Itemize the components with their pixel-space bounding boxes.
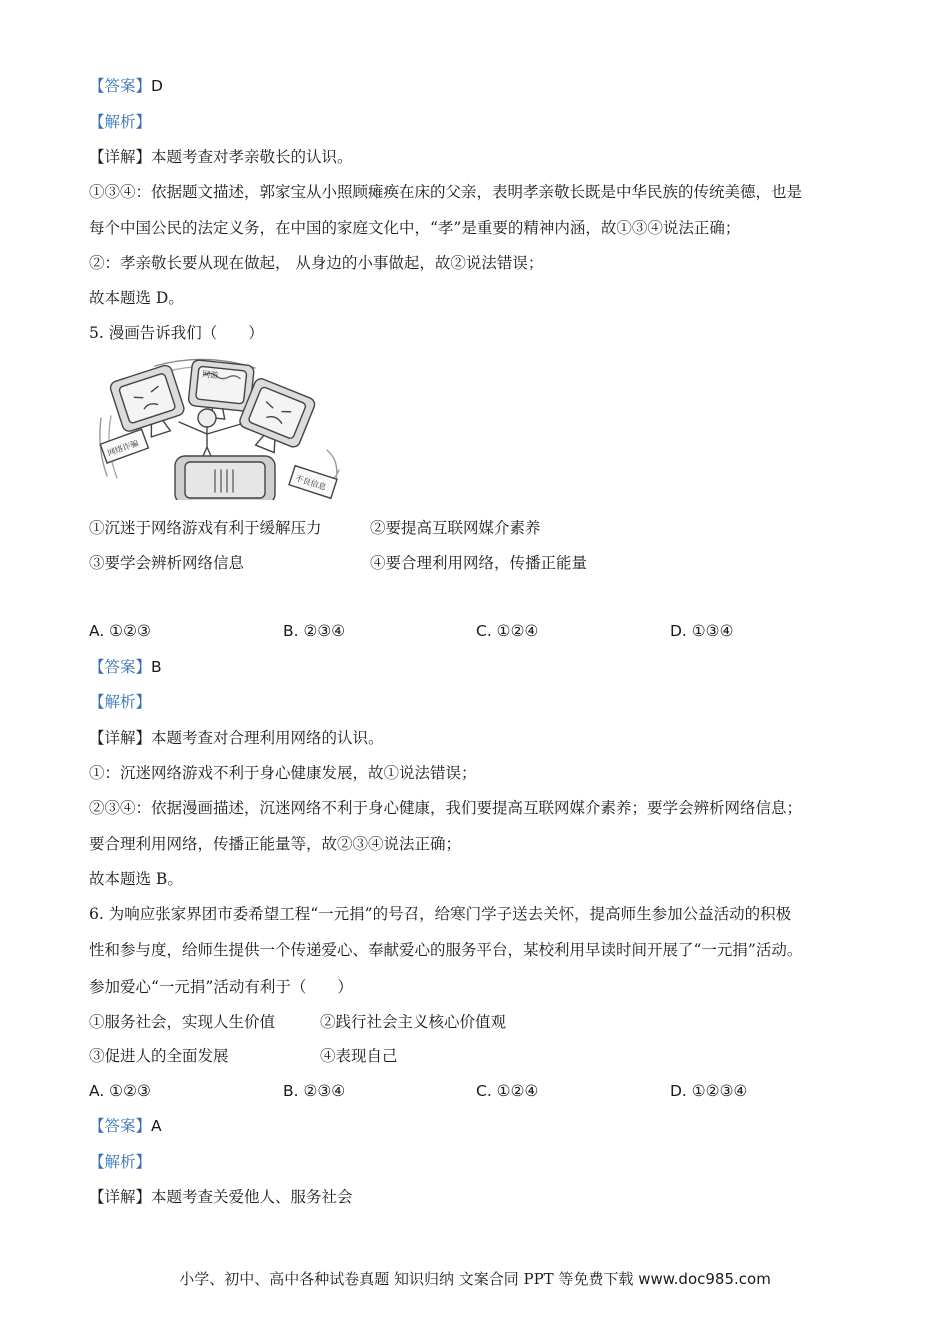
analysis-tag: 【解析】 (89, 693, 152, 711)
detail-intro-text: 本题考查对孝亲敬长的认识。 (151, 148, 353, 166)
choice-item: ②要提高互联网媒介素养 (370, 519, 541, 537)
detail-tag: 【详解】 (89, 1188, 152, 1206)
detail-intro-text: 本题考查对合理利用网络的认识。 (151, 729, 384, 747)
choice-item: ④要合理利用网络，传播正能量 (370, 554, 588, 572)
choice-item: ③促进人的全面发展 (89, 1047, 229, 1065)
footer-link[interactable]: www.doc985.com (638, 1270, 771, 1288)
cartoon-label: 不良信息 (294, 473, 328, 493)
footer-text: 小学、初中、高中各种试卷真题 知识归纳 文案合同 PPT 等免费下载 (179, 1270, 634, 1288)
answer-line (89, 75, 163, 97)
question-stem: 5. 漫画告诉我们（ ） (89, 324, 264, 342)
answer-value: D (151, 77, 163, 95)
answer-line (89, 1115, 162, 1137)
choice-item: ①沉迷于网络游戏有利于缓解压力 (89, 519, 322, 537)
detail-line: ②③④：依据漫画描述，沉迷网络不利于身心健康，我们要提高互联网媒介素养；要学会辨析网络信息； (89, 799, 803, 817)
detail-line: ①③④：依据题文描述，郭家宝从小照顾瘫痪在床的父亲，表明孝亲敬长既是中华民族的传统美德，也是 (89, 183, 803, 201)
cartoon-label: 网络诈骗 (106, 438, 140, 458)
detail-intro (89, 1186, 353, 1208)
option-c[interactable]: C. ①②④ (476, 1082, 539, 1100)
choice-item: ②践行社会主义核心价值观 (320, 1013, 507, 1031)
detail-intro (89, 146, 353, 168)
analysis-tag: 【解析】 (89, 113, 152, 131)
question-stem: 性和参与度，给师生提供一个传递爱心、奉献爱心的服务平台，某校利用早读时间开展了“一元捐”活动。 (89, 941, 803, 959)
option-a[interactable]: A. ①②③ (89, 1082, 151, 1100)
conclusion: 故本题选 B。 (89, 870, 183, 888)
choice-item: ①服务社会，实现人生价值 (89, 1013, 276, 1031)
answer-value: A (151, 1117, 162, 1135)
option-b[interactable]: B. ②③④ (283, 1082, 346, 1100)
detail-line: 每个中国公民的法定义务，在中国的家庭文化中，“孝”是重要的精神内涵，故①③④说法正确； (89, 219, 741, 237)
cartoon-illustration (95, 358, 345, 500)
detail-intro-text: 本题考查关爱他人、服务社会 (151, 1188, 353, 1206)
question-stem: 参加爱心“一元捐”活动有利于（ ） (89, 978, 353, 996)
detail-line: ①：沉迷网络游戏不利于身心健康发展，故①说法错误； (89, 764, 477, 782)
answer-tag: 【答案】 (89, 658, 152, 676)
answer-line (89, 656, 162, 678)
page-footer (0, 1268, 950, 1290)
conclusion: 故本题选 D。 (89, 289, 184, 307)
answer-tag: 【答案】 (89, 77, 152, 95)
option-c[interactable]: C. ①②④ (476, 622, 539, 640)
choice-item: ③要学会辨析网络信息 (89, 554, 245, 572)
detail-tag: 【详解】 (89, 729, 152, 747)
detail-line: 要合理利用网络，传播正能量等，故②③④说法正确； (89, 835, 462, 853)
choice-item: ④表现自己 (320, 1047, 398, 1065)
analysis-heading (89, 1151, 151, 1173)
analysis-heading (89, 111, 151, 133)
option-b[interactable]: B. ②③④ (283, 622, 346, 640)
answer-tag: 【答案】 (89, 1117, 152, 1135)
answer-value: B (151, 658, 162, 676)
question-stem: 6. 为响应张家界团市委希望工程“一元捐”的号召，给寒门学子送去关怀，提高师生参加公益活动的积极 (89, 905, 792, 923)
analysis-heading (89, 691, 151, 713)
detail-tag: 【详解】 (89, 148, 152, 166)
option-d[interactable]: D. ①②③④ (670, 1082, 748, 1100)
detail-line: ②：孝亲敬长要从现在做起， 从身边的小事做起，故②说法错误； (89, 254, 544, 272)
option-a[interactable]: A. ①②③ (89, 622, 151, 640)
option-d[interactable]: D. ①③④ (670, 622, 734, 640)
cartoon-label: 网游 (201, 369, 219, 381)
analysis-tag: 【解析】 (89, 1153, 152, 1171)
detail-intro (89, 727, 384, 749)
